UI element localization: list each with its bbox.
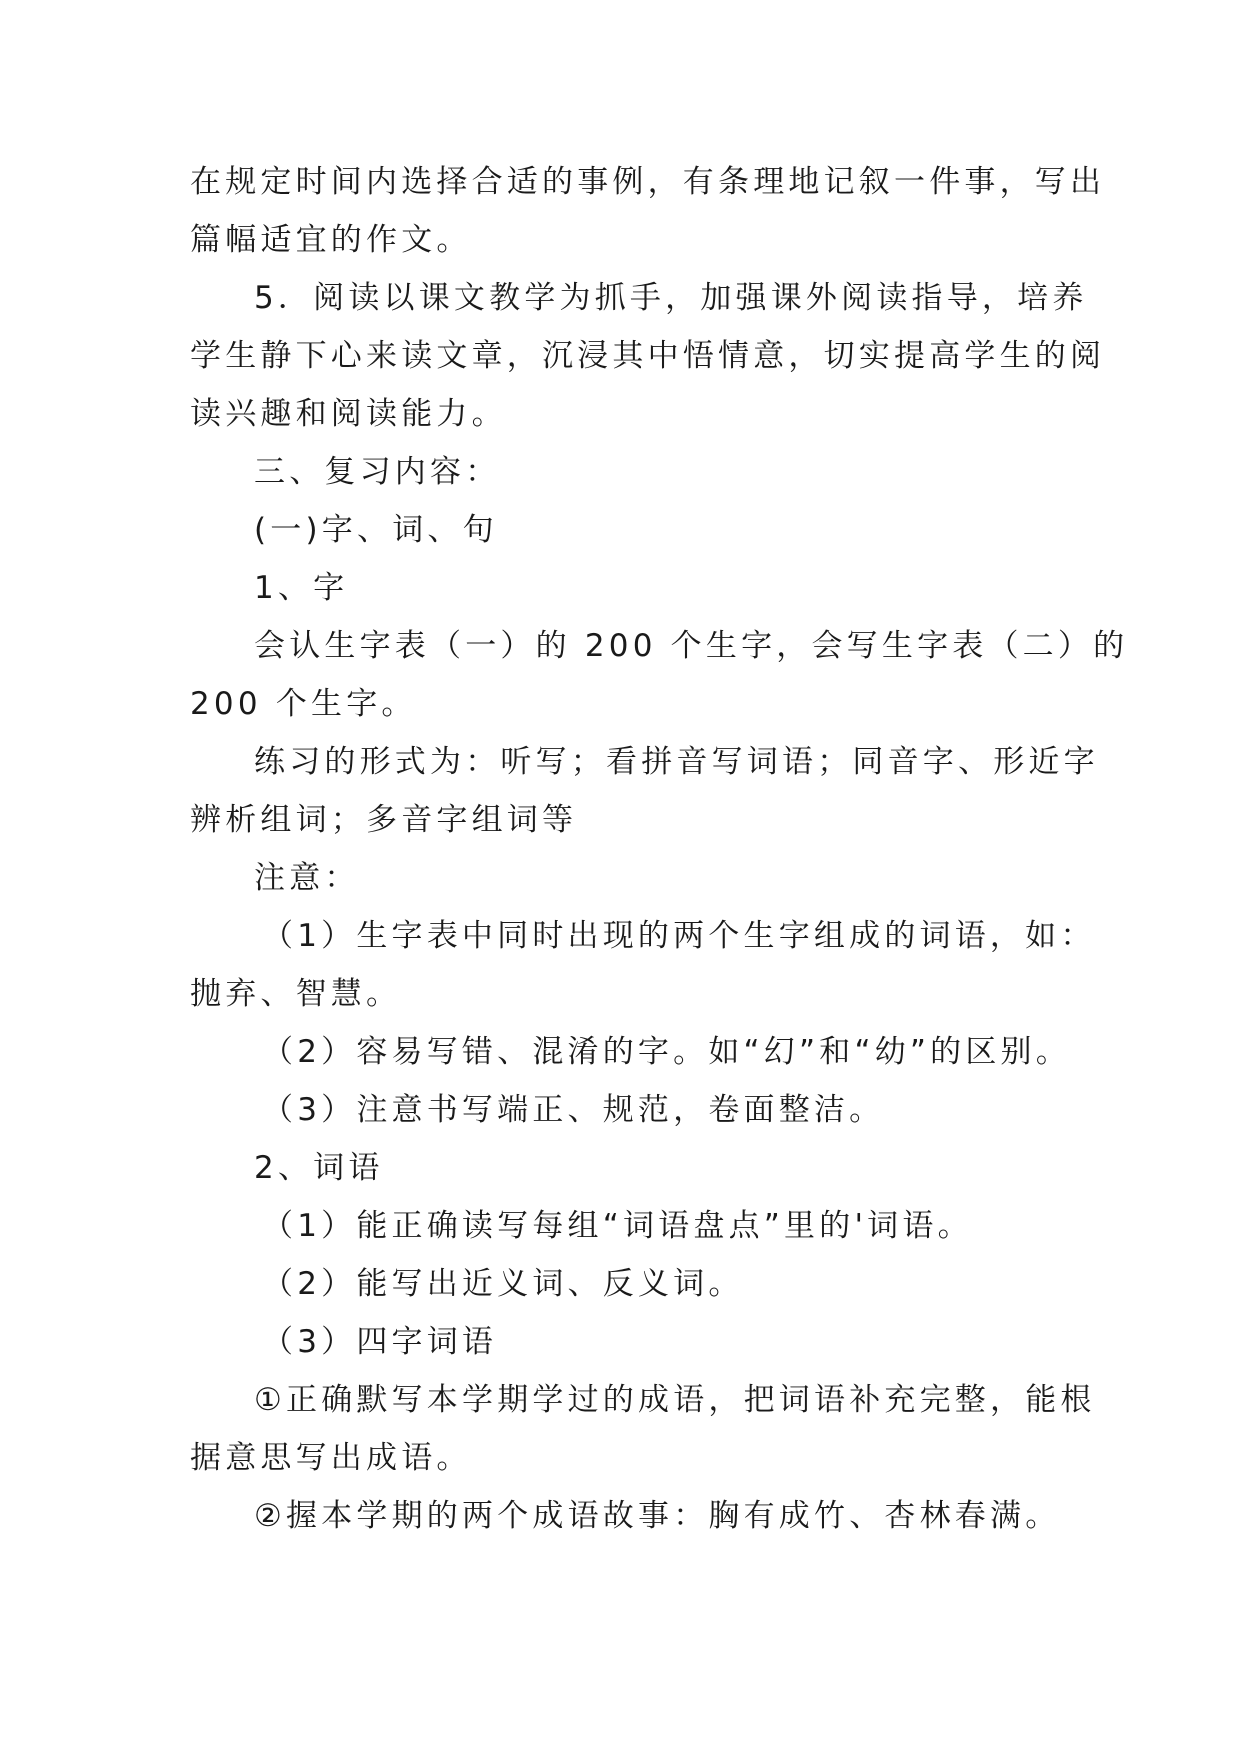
text-line: 抛弃、智慧。 bbox=[190, 976, 402, 1012]
text-line: 会认生字表（一）的 200 个生字，会写生字表（二）的 bbox=[254, 628, 1129, 664]
text-line: （2）容易写错、混淆的字。如“幻”和“幼”的区别。 bbox=[262, 1034, 1071, 1070]
text-line: （1）生字表中同时出现的两个生字组成的词语，如： bbox=[262, 918, 1096, 954]
text-line: ①正确默写本学期学过的成语，把词语补充完整，能根 bbox=[254, 1382, 1096, 1418]
text-line: 200 个生字。 bbox=[190, 686, 417, 722]
item-heading: 2、词语 bbox=[254, 1150, 384, 1186]
text-line: 篇幅适宜的作文。 bbox=[190, 222, 472, 258]
document-body bbox=[190, 153, 1129, 1545]
text-line: 辨析组词；多音字组词等 bbox=[190, 802, 578, 838]
text-line: 据意思写出成语。 bbox=[190, 1440, 472, 1476]
text-line: 读兴趣和阅读能力。 bbox=[190, 396, 507, 432]
text-line: （2）能写出近义词、反义词。 bbox=[262, 1266, 744, 1302]
text-line: 学生静下心来读文章，沉浸其中悟情意，切实提高学生的阅 bbox=[190, 338, 1106, 374]
item-heading: 1、字 bbox=[254, 570, 349, 606]
text-line: 练习的形式为：听写；看拼音写词语；同音字、形近字 bbox=[254, 744, 1099, 780]
subsection-heading: (一)字、词、句 bbox=[254, 512, 498, 548]
text-line: 注意： bbox=[254, 860, 360, 896]
text-line: 5．阅读以课文教学为抓手，加强课外阅读指导，培养 bbox=[254, 280, 1088, 316]
text-line: 在规定时间内选择合适的事例，有条理地记叙一件事，写出 bbox=[190, 164, 1106, 200]
text-line: ②握本学期的两个成语故事：胸有成竹、杏林春满。 bbox=[254, 1498, 1061, 1534]
section-heading: 三、复习内容： bbox=[254, 454, 501, 490]
text-line: （3）注意书写端正、规范，卷面整洁。 bbox=[262, 1092, 885, 1128]
text-line: （1）能正确读写每组“词语盘点”里的'词语。 bbox=[262, 1208, 973, 1244]
text-line: （3）四字词语 bbox=[262, 1324, 498, 1360]
